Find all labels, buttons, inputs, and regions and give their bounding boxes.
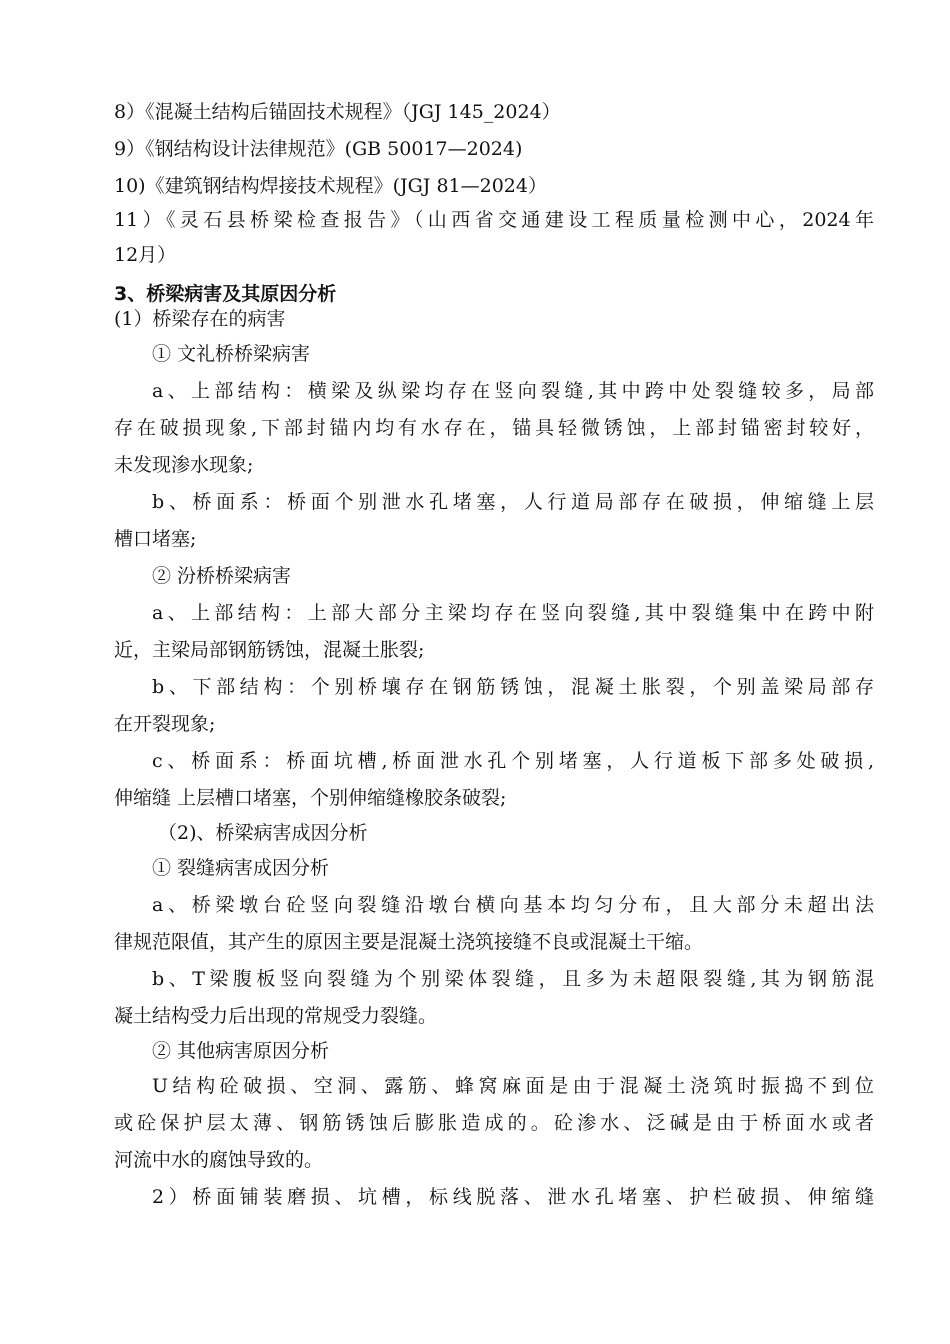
text-line: ① 裂缝病害成因分析 [152,857,330,879]
text-line: ② 其他病害原因分析 [152,1040,330,1062]
text-line: 10)《建筑钢结构焊接技术规程》(JGJ 81—2024） [114,175,547,197]
text-line: 在开裂现象; [114,713,216,735]
text-line: 河流中水的腐蚀导致的。 [114,1149,324,1171]
text-line: b、T梁腹板竖向裂缝为个别梁体裂缝，且多为未超限裂缝,其为钢筋混 [152,968,874,990]
text-line: （2)、桥梁病害成因分析 [158,822,368,844]
text-line: 9）《钢结构设计法律规范》(GB 50017—2024) [114,138,523,160]
text-line: b、桥面系：桥面个别泄水孔堵塞，人行道局部存在破损，伸缩缝上层 [152,491,874,513]
text-line: b、下部结构：个别桥壤存在钢筋锈蚀，混凝土胀裂，个别盖梁局部存 [152,676,874,698]
text-line: a、上部结构：上部大部分主梁均存在竖向裂缝,其中裂缝集中在跨中附 [152,602,874,624]
text-line: a、上部结构：横梁及纵梁均存在竖向裂缝,其中跨中处裂缝较多，局部 [152,380,874,402]
text-line: a、桥梁墩台砼竖向裂缝沿墩台横向基本均匀分布，且大部分未超出法 [152,894,874,916]
text-line: 12月） [114,244,177,266]
text-line: 或砼保护层太薄、钢筋锈蚀后膨胀造成的。砼渗水、泛碱是由于桥面水或者 [114,1112,874,1134]
text-line: 8）《混凝土结构后锚固技术规程》（JGJ 145_2024） [114,101,561,123]
text-line: 凝土结构受力后出现的常规受力裂缝。 [114,1005,438,1027]
text-line: 3、桥梁病害及其原因分析 [114,283,337,305]
text-line: 律规范限值，其产生的原因主要是混凝土浇筑接缝不良或混凝土干缩。 [114,931,704,953]
text-line: ① 文礼桥桥梁病害 [152,343,311,365]
text-line: 2）桥面铺装磨损、坑槽，标线脱落、泄水孔堵塞、护栏破损、伸缩缝 [152,1186,874,1208]
text-line: 槽口堵塞; [114,528,197,550]
text-line: 伸缩缝 上层槽口堵塞，个别伸缩缝橡胶条破裂; [114,787,507,809]
text-line: 存在破损现象,下部封锚内均有水存在，锚具轻微锈蚀，上部封锚密封较好， [114,417,874,439]
text-line: (1）桥梁存在的病害 [114,308,286,330]
text-line: ② 汾桥桥梁病害 [152,565,292,587]
text-line: 11）《灵石县桥梁检查报告》（山西省交通建设工程质量检测中心，2024年 [114,209,874,231]
text-line: U结构砼破损、空洞、露筋、蜂窝麻面是由于混凝土浇筑时振捣不到位 [152,1075,874,1097]
text-line: c、桥面系：桥面坑槽,桥面泄水孔个别堵塞，人行道板下部多处破损, [152,750,874,772]
text-line: 近，主梁局部钢筋锈蚀，混凝土胀裂; [114,639,425,661]
text-line: 未发现渗水现象; [114,454,254,476]
